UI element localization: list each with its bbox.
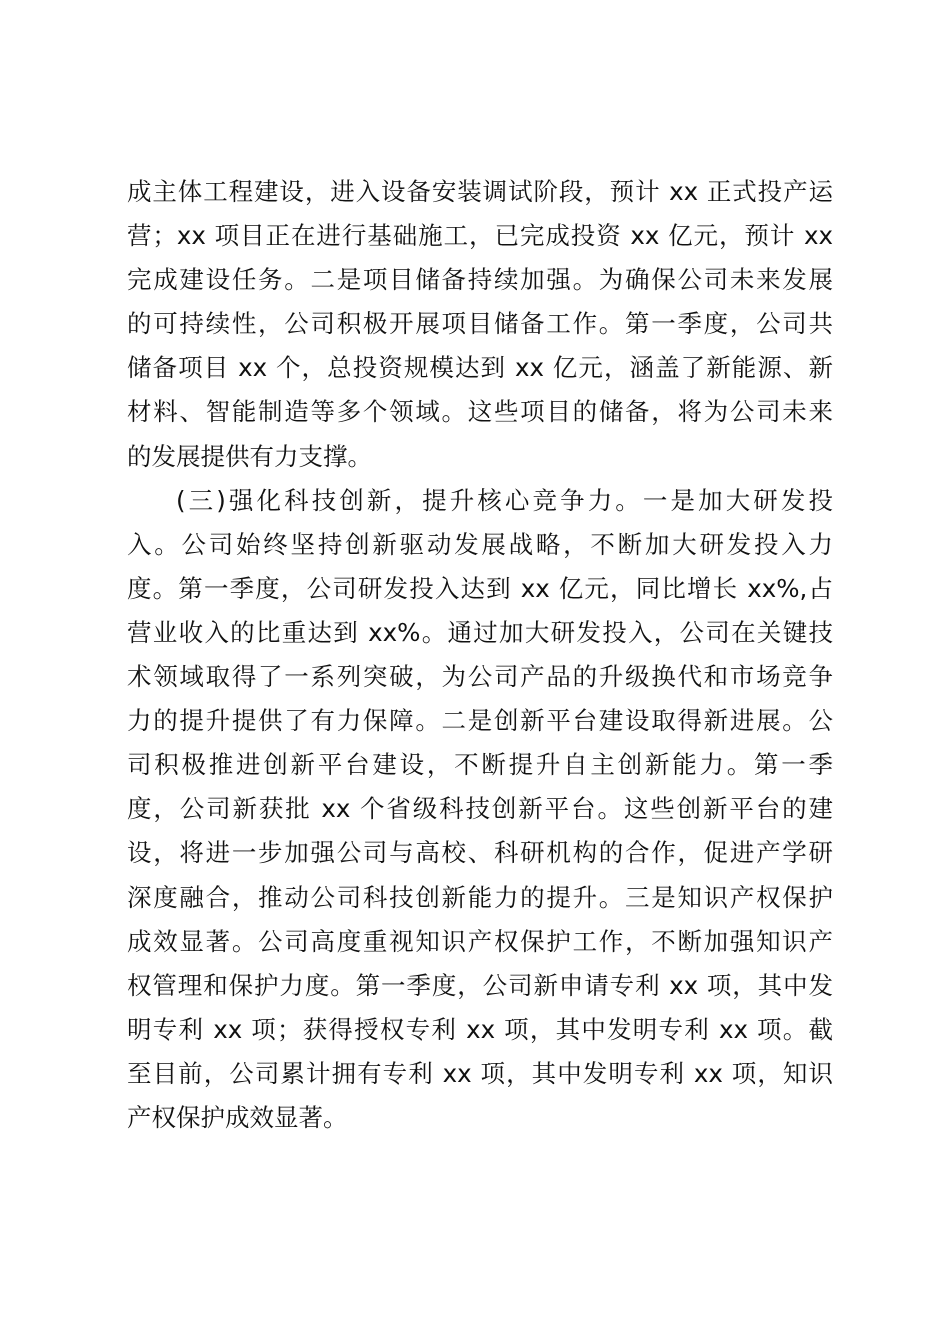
text-line: 入。公司始终坚持创新驱动发展战略，不断加大研发投入力 [127, 529, 833, 559]
text-line: 至目前，公司累计拥有专利 xx 项，其中发明专利 xx 项，知识 [127, 1058, 833, 1088]
section-heading-line: (三)强化科技创新，提升核心竞争力。一是加大研发投 [176, 485, 833, 515]
text-line: 力的提升提供了有力保障。二是创新平台建设取得新进展。公 [127, 706, 833, 736]
text-line: 产权保护成效显著。 [127, 1102, 348, 1132]
text-line: 营业收入的比重达到 xx%。通过加大研发投入，公司在关键技 [127, 617, 833, 647]
text-line: 完成建设任务。二是项目储备持续加强。为确保公司未来发展 [127, 265, 833, 295]
text-line: 材料、智能制造等多个领域。这些项目的储备，将为公司未来 [127, 397, 833, 427]
text-line: 营；xx 项目正在进行基础施工，已完成投资 xx 亿元，预计 xx [127, 221, 833, 251]
text-line: 储备项目 xx 个，总投资规模达到 xx 亿元，涵盖了新能源、新 [127, 353, 833, 383]
document-body [127, 170, 833, 1140]
text-line: 的可持续性，公司积极开展项目储备工作。第一季度，公司共 [127, 309, 833, 339]
text-line: 术领域取得了一系列突破，为公司产品的升级换代和市场竞争 [127, 662, 833, 692]
text-line: 度，公司新获批 xx 个省级科技创新平台。这些创新平台的建 [127, 794, 833, 824]
text-line: 权管理和保护力度。第一季度，公司新申请专利 xx 项，其中发 [127, 970, 833, 1000]
text-line: 设，将进一步加强公司与高校、科研机构的合作，促进产学研 [127, 838, 833, 868]
text-line: 深度融合，推动公司科技创新能力的提升。三是知识产权保护 [127, 882, 833, 912]
text-line: 成效显著。公司高度重视知识产权保护工作，不断加强知识产 [127, 926, 833, 956]
text-line: 的发展提供有力支撑。 [127, 441, 372, 471]
text-line: 明专利 xx 项；获得授权专利 xx 项，其中发明专利 xx 项。截 [127, 1014, 833, 1044]
text-line: 度。第一季度，公司研发投入达到 xx 亿元，同比增长 xx%,占 [127, 573, 833, 603]
text-line: 司积极推进创新平台建设，不断提升自主创新能力。第一季 [127, 750, 833, 780]
text-line: 成主体工程建设，进入设备安装调试阶段，预计 xx 正式投产运 [127, 177, 833, 206]
